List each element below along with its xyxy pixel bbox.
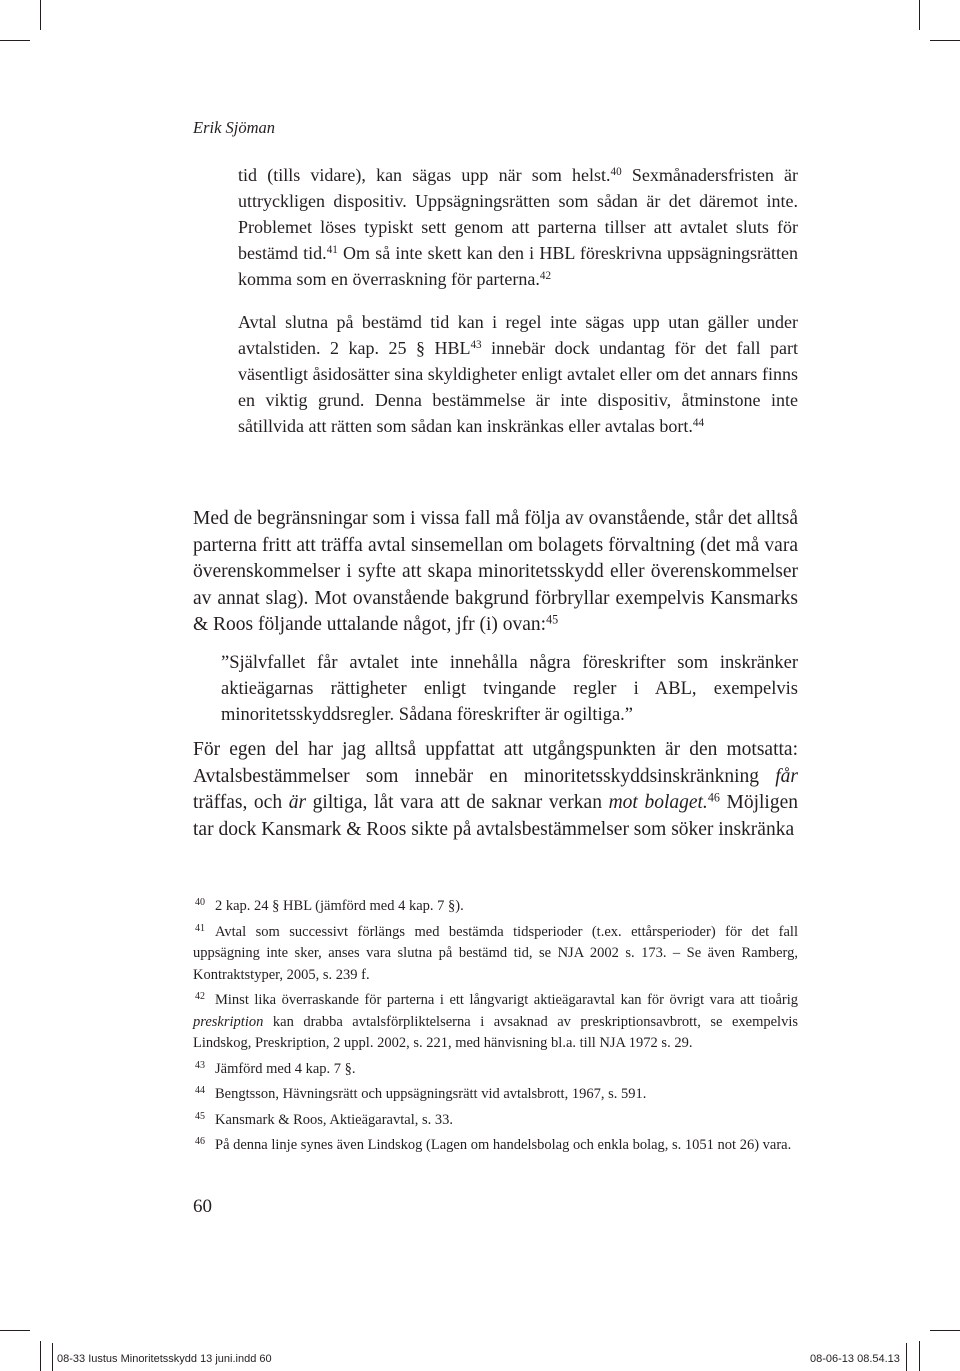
quote-paragraph-1: tid (tills vidare), kan sägas upp när som helst.$^{40}$ Sexmånadersfristen är uttryckligen dispositiv. Uppsägningsrätten som sådan är det däremot inte. Problemet löses typiskt sett genom att parterna tillser att avtalet sluts för bestämd tid.$^{41}$ Om så inte skett kan den i HBL föreskrivna uppsägningsrätten komma som en överraskning för parterna.$^{42}$	[238, 165, 799, 289]
footnote-42: $^{42}$ Minst lika överraskande för parterna i ett långvarigt aktieägaravtal kan för övrigt vara att tioårig preskription kan drabba avtalsförpliktelserna i avsaknad av preskriptionsavbrott, se exempelvis Lindskog, Preskription, 2 uppl. 2002, s. 221, med hänvisning bl.a. till NJA 1972 s. 29.	[193, 991, 798, 1051]
crop-mark-bottom-right-h	[930, 1330, 960, 1331]
crop-mark-bottom-left-v	[40, 1341, 41, 1371]
footnote-ref-45[interactable]: 45	[546, 612, 559, 627]
footnote-45: $^{45}$ Kansmark & Roos, Aktieägaravtal, s. 33.	[195, 1110, 453, 1128]
indented-quote-block	[238, 162, 798, 439]
footnote-43: $^{43}$ Jämförd med 4 kap. 7 §.	[195, 1059, 356, 1077]
footnote-46: $^{46}$ På denna linje synes även Lindskog (Lagen om handelsbolag och enkla bolag, s. 1051 not 26) vara.	[195, 1136, 792, 1153]
crop-mark-bottom-right-v	[919, 1341, 920, 1371]
slug-divider-left	[52, 1343, 53, 1371]
slug-divider-right	[906, 1343, 907, 1371]
footnote-44: $^{44}$ Bengtsson, Hävningsrätt och uppsägningsrätt vid avtalsbrott, 1967, s. 591.	[195, 1085, 647, 1102]
footnote-ref-43[interactable]: 43	[470, 338, 482, 351]
footnote-ref-42[interactable]: 42	[539, 269, 552, 282]
footnotes	[193, 892, 798, 1157]
body-paragraph-1: Med de begränsningar som i vissa fall må följa av ovanstående, står det alltså parterna fritt att träffa avtal sinsemellan om bolagets förvaltning (det må vara överenskommelser i syfte att skapa minoritetsskydd eller överenskommelser av annat slag). Mot ovanstående bakgrund förbryllar exempelvis Kansmarks & Roos följande uttalande något, jfr (i) ovan:$^{45}$	[193, 508, 798, 635]
crop-mark-top-left-h	[0, 40, 30, 41]
footnote-40: $^{40}$ 2 kap. 24 § HBL (jämförd med 4 kap. 7 §).	[195, 897, 464, 914]
crop-mark-top-right-v	[919, 0, 920, 30]
running-head: Erik Sjöman	[193, 118, 276, 137]
crop-mark-top-left-v	[40, 0, 41, 30]
footnote-ref-44[interactable]: 44	[692, 416, 705, 429]
block-quote: ”Självfallet får avtalet inte innehålla några föreskrifter som inskränker aktieägarnas rättigheter enligt tvingande regler i ABL, exempelvis minoritetsskyddsregler. Sådana föreskrifter är ogiltiga.”	[221, 653, 798, 725]
footnote-ref-41[interactable]: 41	[326, 243, 338, 256]
footnote-ref-40[interactable]: 40	[610, 165, 622, 178]
crop-mark-bottom-left-h	[0, 1330, 30, 1331]
slug-timestamp: 08-06-13 08.54.13	[810, 1353, 900, 1365]
footnote-ref-46[interactable]: 46	[707, 790, 720, 805]
body-paragraph-2: För egen del har jag alltså uppfattat att utgångspunkten är den motsatta: Avtalsbestämmelser som innebär en minoritetsskyddsinskränkning får träffas, och är giltiga, låt vara att de saknar verkan mot bolaget.$^{46}$ Möjligen tar dock Kansmark & Roos sikte på avtalsbestämmelser som söker inskränka	[193, 739, 799, 840]
footnote-41: $^{41}$ Avtal som successivt förlängs med bestämda tidsperioder (t.ex. ettårsperioder) för det fall uppsägning inte sker, anses vara slutna på bestämd tid, se NJA 2002 s. 173. – Se även Ramberg, Kontraktstyper, 2005, s. 239 f.	[193, 922, 798, 983]
slug-file-info: 08-33 Iustus Minoritetsskydd 13 juni.indd 60	[57, 1353, 272, 1365]
crop-mark-top-right-h	[930, 40, 960, 41]
page-number: 60	[193, 1196, 212, 1217]
quote-paragraph-2: Avtal slutna på bestämd tid kan i regel inte sägas upp utan gäller under avtalstiden. 2 kap. 25 § HBL$^{43}$ innebär dock undantag för det fall part väsentligt åsidosätter sina skyldigheter enligt avtalet eller om det annars finns en viktig grund. Denna bestämmelse är inte dispositiv, åtminstone inte såtillvida att rätten som sådan kan inskränkas eller avtalas bort.$^{44}$	[238, 312, 799, 436]
